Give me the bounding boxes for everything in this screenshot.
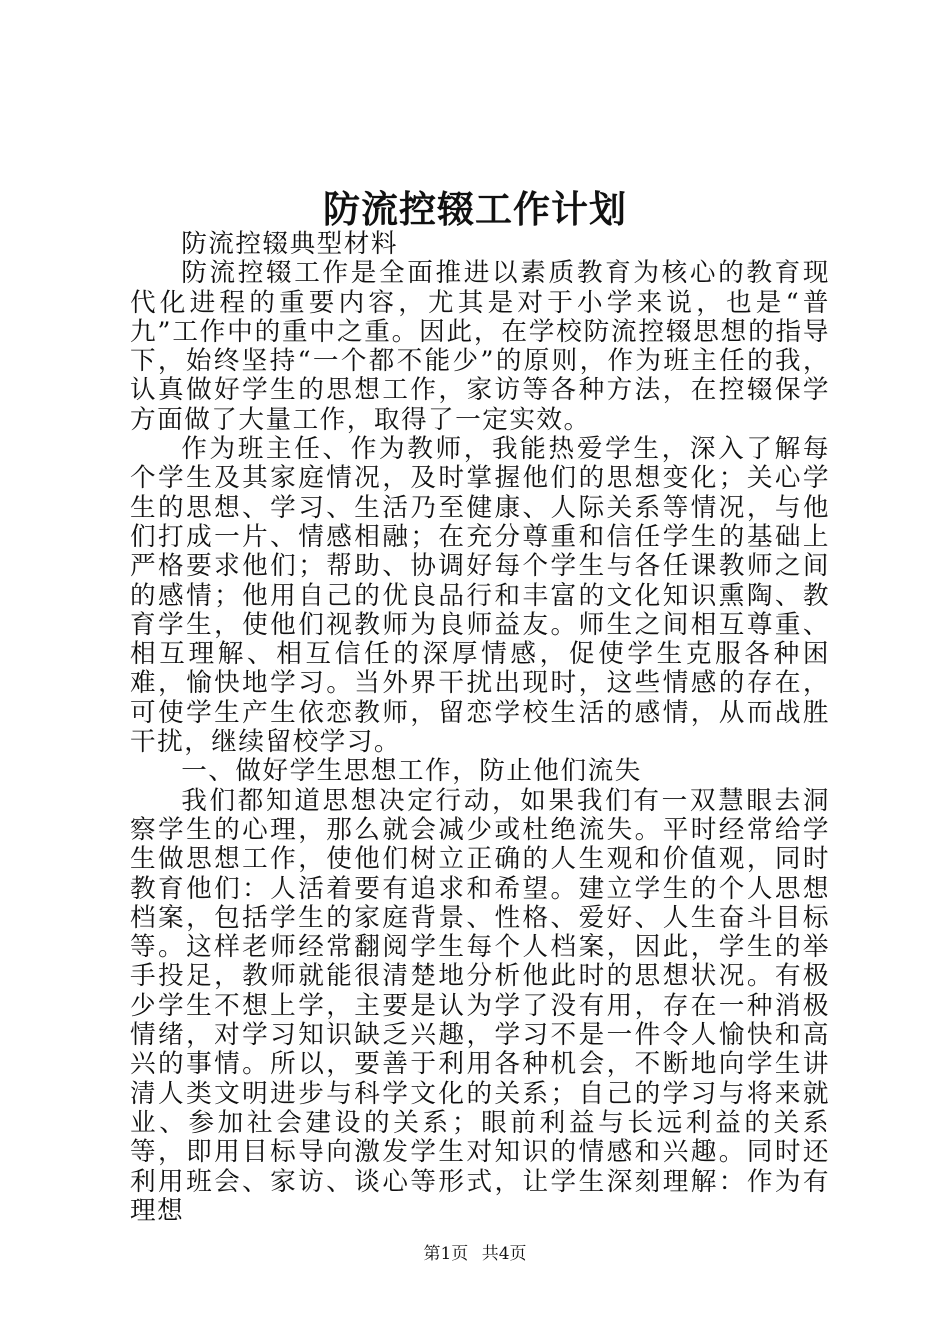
page-footer <box>0 1243 950 1265</box>
document-body <box>130 230 830 1226</box>
page-number: 第1页 <box>423 1244 469 1264</box>
document-title: 防流控辍工作计划 <box>323 187 627 231</box>
paragraph-teacher-role: 作为班主任、作为教师，我能热爱学生，深入了解每个学生及其家庭情况，及时掌握他们的思想变化；关心学生的思想、学习、生活乃至健康、人际关系等情况，与他们打成一片、情感相融；在充分尊重和信任学生的基础上严格要求他们；帮助、协调好每个学生与各任课教师之间的感情；他用自己的优良品行和丰富的文化知识熏陶、教育学生，使他们视教师为良师益友。师生之间相互尊重、相互理解、相互信任的深厚情感，促使学生克服各种困难，愉快地学习。当外界干扰出现时，这些情感的存在，可使学生产生依恋教师，留恋学校生活的感情，从而战胜干扰，继续留校学习。 <box>130 434 830 758</box>
page-total: 共4页 <box>481 1244 527 1264</box>
paragraph-thought-work: 我们都知道思想决定行动，如果我们有一双慧眼去洞察学生的心理，那么就会减少或杜绝流失。平时经常给学生做思想工作，使他们树立正确的人生观和价值观，同时教育他们：人活着要有追求和希望。建立学生的个人思想档案，包括学生的家庭背景、性格、爱好、人生奋斗目标等。这样老师经常翻阅学生每个人档案，因此，学生的举手投足，教师就能很清楚地分析他此时的思想状况。有极少学生不想上学，主要是认为学了没有用，存在一种消极情绪，对学习知识缺乏兴趣，学习不是一件令人愉快和高兴的事情。所以，要善于利用各种机会，不断地向学生讲清人类文明进步与科学文化的关系；自己的学习与将来就业、参加社会建设的关系；眼前利益与长远利益的关系等，即用目标导向激发学生对知识的情感和兴趣。同时还利用班会、家访、谈心等形式，让学生深刻理解：作为有理想 <box>130 785 830 1226</box>
section-heading: 一、做好学生思想工作，防止他们流失 <box>181 756 642 787</box>
paragraph-intro: 防流控辍工作是全面推进以素质教育为核心的教育现代化进程的重要内容，尤其是对于小学来说，也是“普九”工作中的重中之重。因此，在学校防流控辍思想的指导下，始终坚持“一个都不能少”的原则，作为班主任的我，认真做好学生的思想工作，家访等各种方法，在控辍保学方面做了大量工作，取得了一定实效。 <box>130 258 830 435</box>
paragraph-subtitle: 防流控辍典型材料 <box>181 229 398 259</box>
